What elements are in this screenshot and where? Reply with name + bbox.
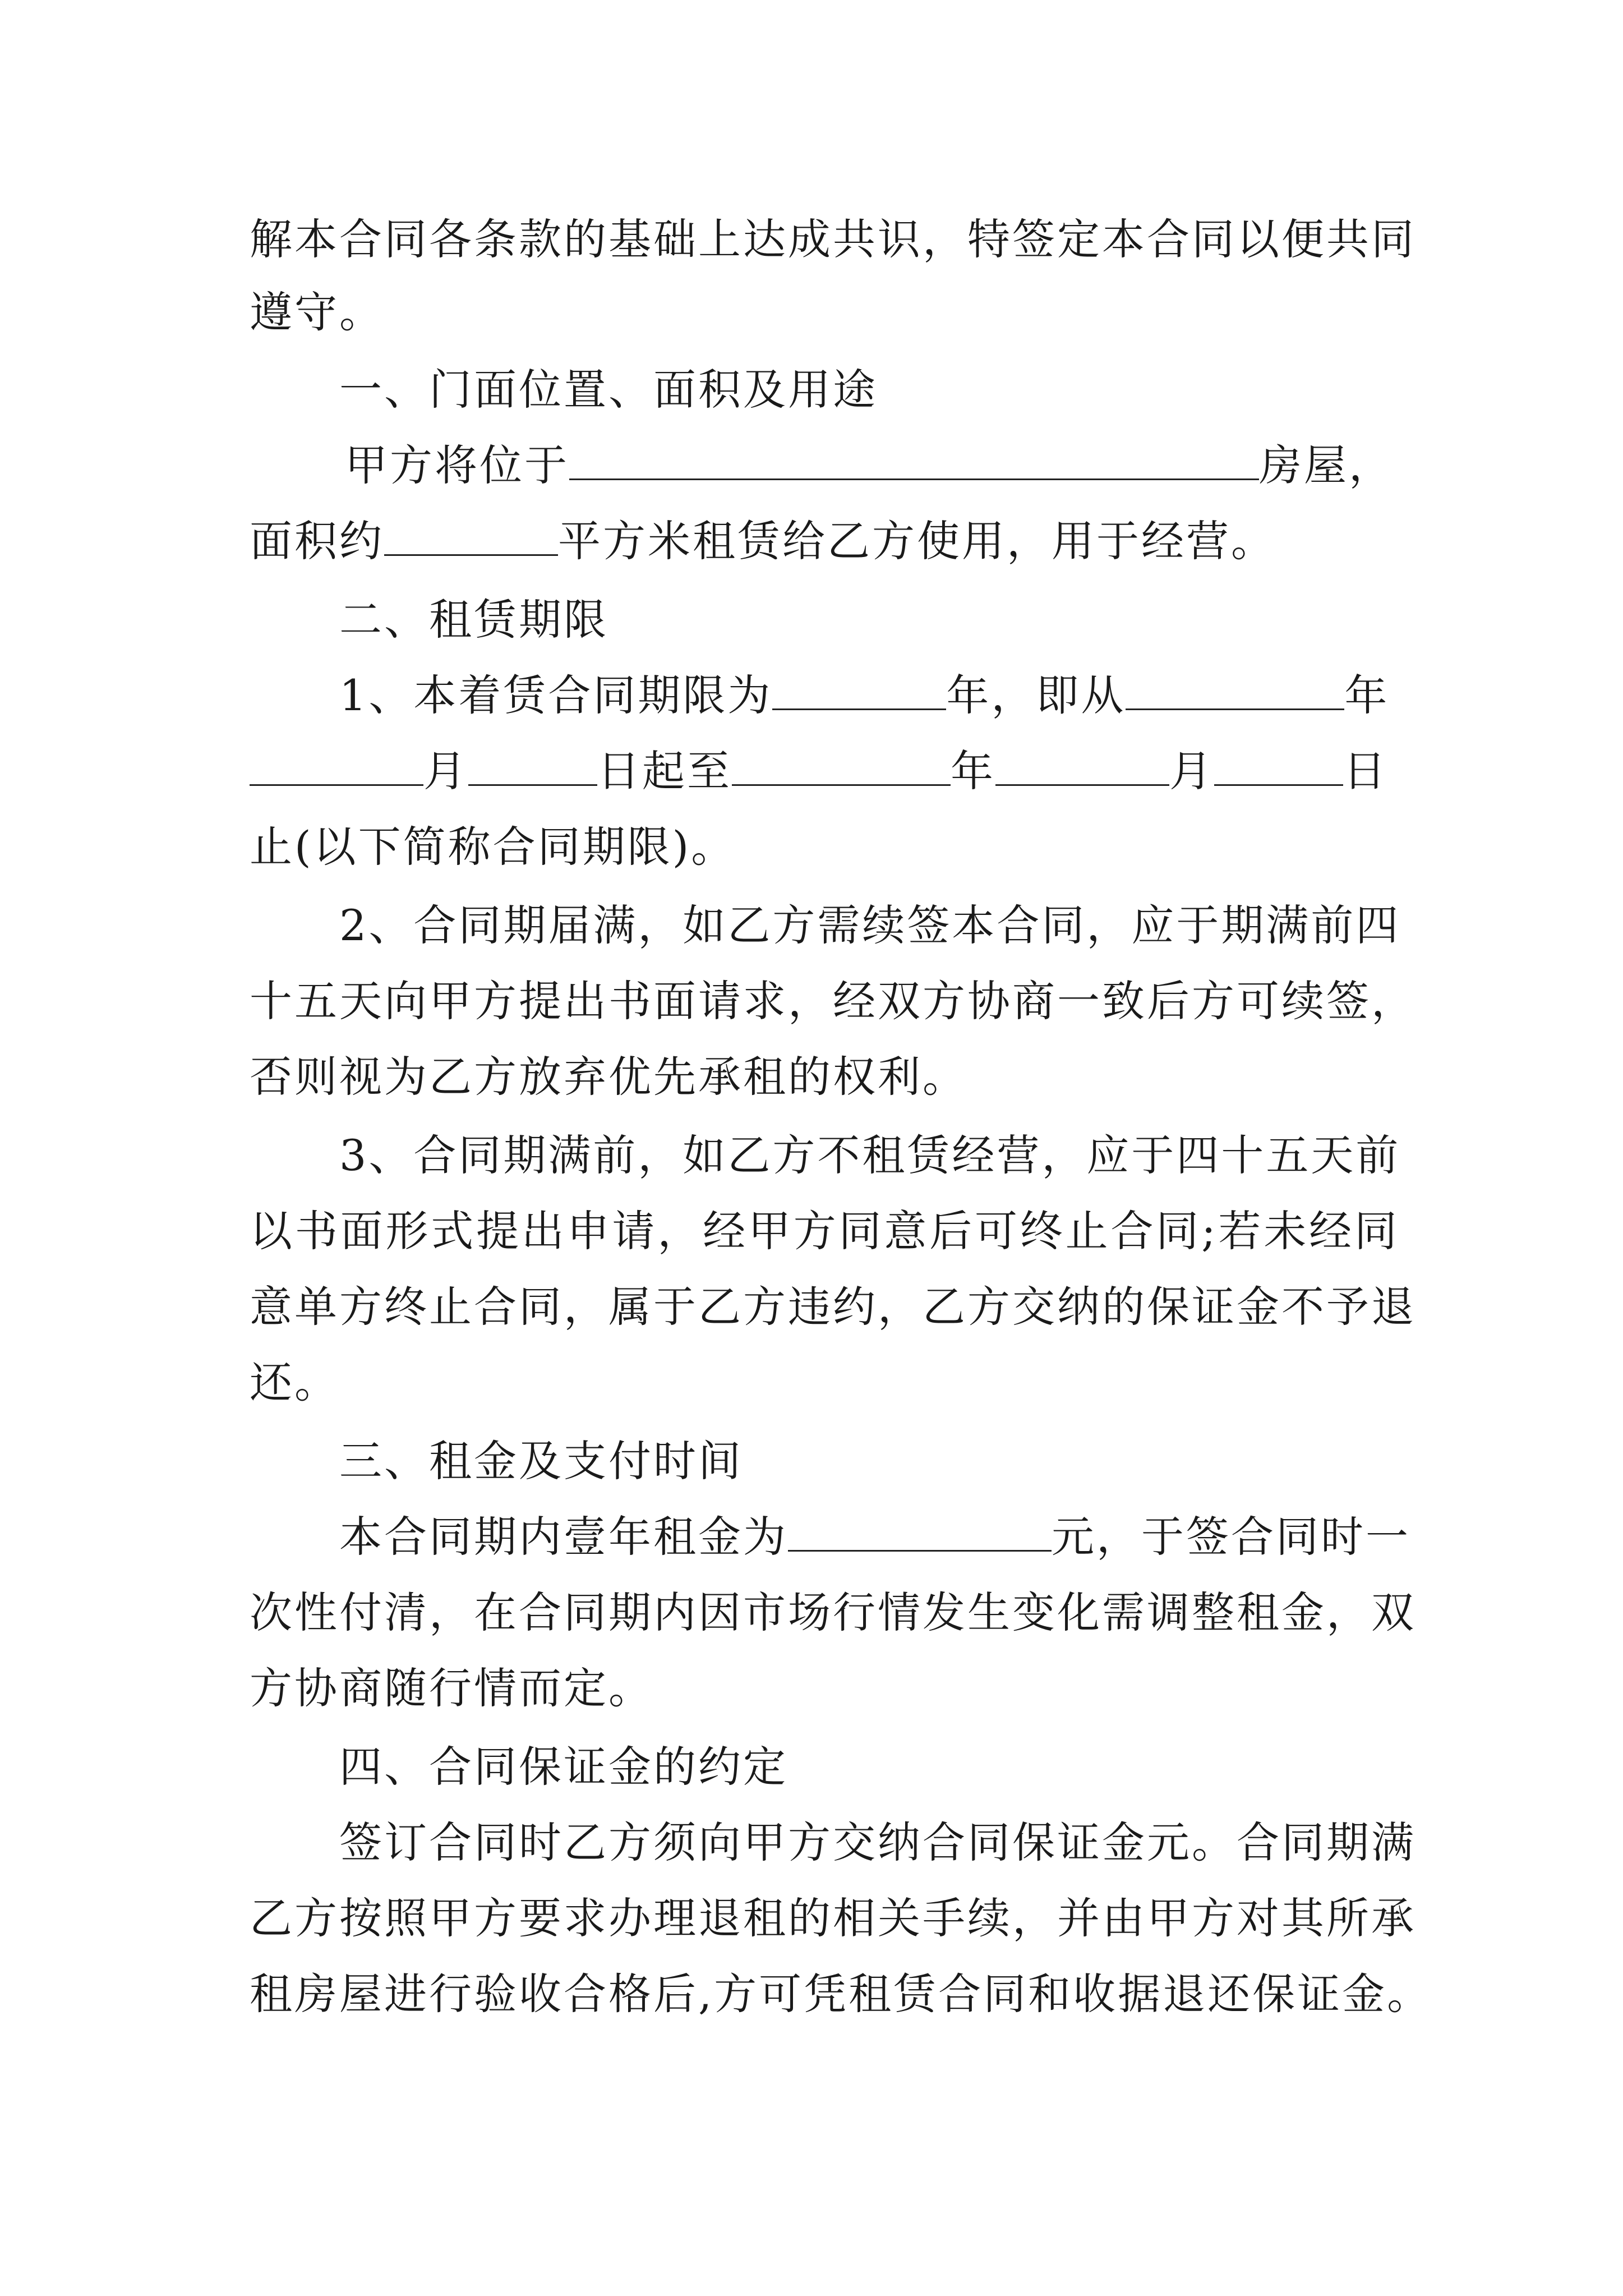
intro-line-2: 遵守。 [250,287,384,337]
section-4-line-3: 租房屋进行验收合格后,方可凭租赁合同和收据退还保证金。 [250,1969,1432,2019]
section-2-item-3-line-4: 还。 [250,1358,339,1407]
section-4-line-1: 签订合同时乙方须向甲方交纳合同保证金元。合同期满 [339,1818,1416,1867]
s2-text-day-until: 日起至 [597,746,732,796]
start-year-blank [1126,674,1344,710]
section-3-line-3: 方协商随行情而定。 [250,1663,653,1713]
s3-text-rent-prefix: 本合同期内壹年租金为 [339,1512,788,1562]
location-blank [569,444,1259,480]
s1-text-location-prefix: 甲方将位于 [345,440,569,490]
rent-amount-blank [788,1515,1052,1552]
section-2-item-3-line-3: 意单方终止合同，属于乙方违约，乙方交纳的保证金不予退 [250,1282,1416,1332]
end-day-blank [1214,749,1343,786]
end-month-blank [995,749,1169,786]
start-month-blank [250,749,423,786]
section-3-line-1 [339,1501,1410,1573]
intro-line-1: 解本合同各条款的基础上达成共识，特签定本合同以便共同 [250,214,1416,264]
s2-text-term-prefix: 1、本着赁合同期限为 [339,670,773,720]
section-2-item-1-line-3: 止(以下简称合同期限)。 [250,822,736,872]
section-2-item-3-line-1: 3、合同期满前，如乙方不租赁经营，应于四十五天前 [339,1130,1401,1180]
section-2-item-2-line-3: 否则视为乙方放弃优先承租的权利。 [250,1052,967,1102]
section-3-line-2: 次性付清，在合同期内因市场行情发生变化需调整租金，双 [250,1588,1416,1637]
s1-text-house-suffix: 房屋， [1259,440,1394,490]
s2-text-month: 月 [423,746,468,796]
section-4-line-2: 乙方按照甲方要求办理退租的相关手续，并由甲方对其所承 [250,1893,1416,1943]
s2-text-end-month: 月 [1169,746,1214,796]
area-blank [384,519,558,556]
term-years-blank [772,674,946,710]
s2-text-end-day: 日 [1343,746,1388,796]
section-2-heading: 二、租赁期限 [339,595,608,645]
section-2-item-1-line-1 [339,659,1399,732]
s1-text-area-suffix: 平方米租赁给乙方使用，用于经营。 [558,516,1276,566]
section-1-paragraph-line-1 [345,429,1399,502]
s2-text-year: 年 [1344,670,1390,720]
section-3-heading: 三、租金及支付时间 [339,1436,743,1486]
section-2-item-1-line-2 [250,735,1399,808]
s3-text-rent-suffix: 元，于签合同时一 [1052,1512,1410,1562]
section-1-paragraph-line-2 [250,505,1399,578]
end-year-blank [732,749,951,786]
section-4-heading: 四、合同保证金的约定 [339,1742,788,1792]
s2-text-from: 年，即从 [946,670,1126,720]
section-1-heading: 一、门面位置、面积及用途 [339,365,878,415]
section-2-item-2-line-1: 2、合同期届满，如乙方需续签本合同，应于期满前四 [339,900,1401,950]
start-day-blank [468,749,597,786]
s1-text-area-prefix: 面积约 [250,516,384,566]
s2-text-end-year: 年 [951,746,995,796]
section-2-item-2-line-2: 十五天向甲方提出书面请求，经双方协商一致后方可续签， [250,976,1416,1026]
section-2-item-3-line-2: 以书面形式提出申请，经甲方同意后可终止合同;若未经同 [250,1206,1399,1256]
